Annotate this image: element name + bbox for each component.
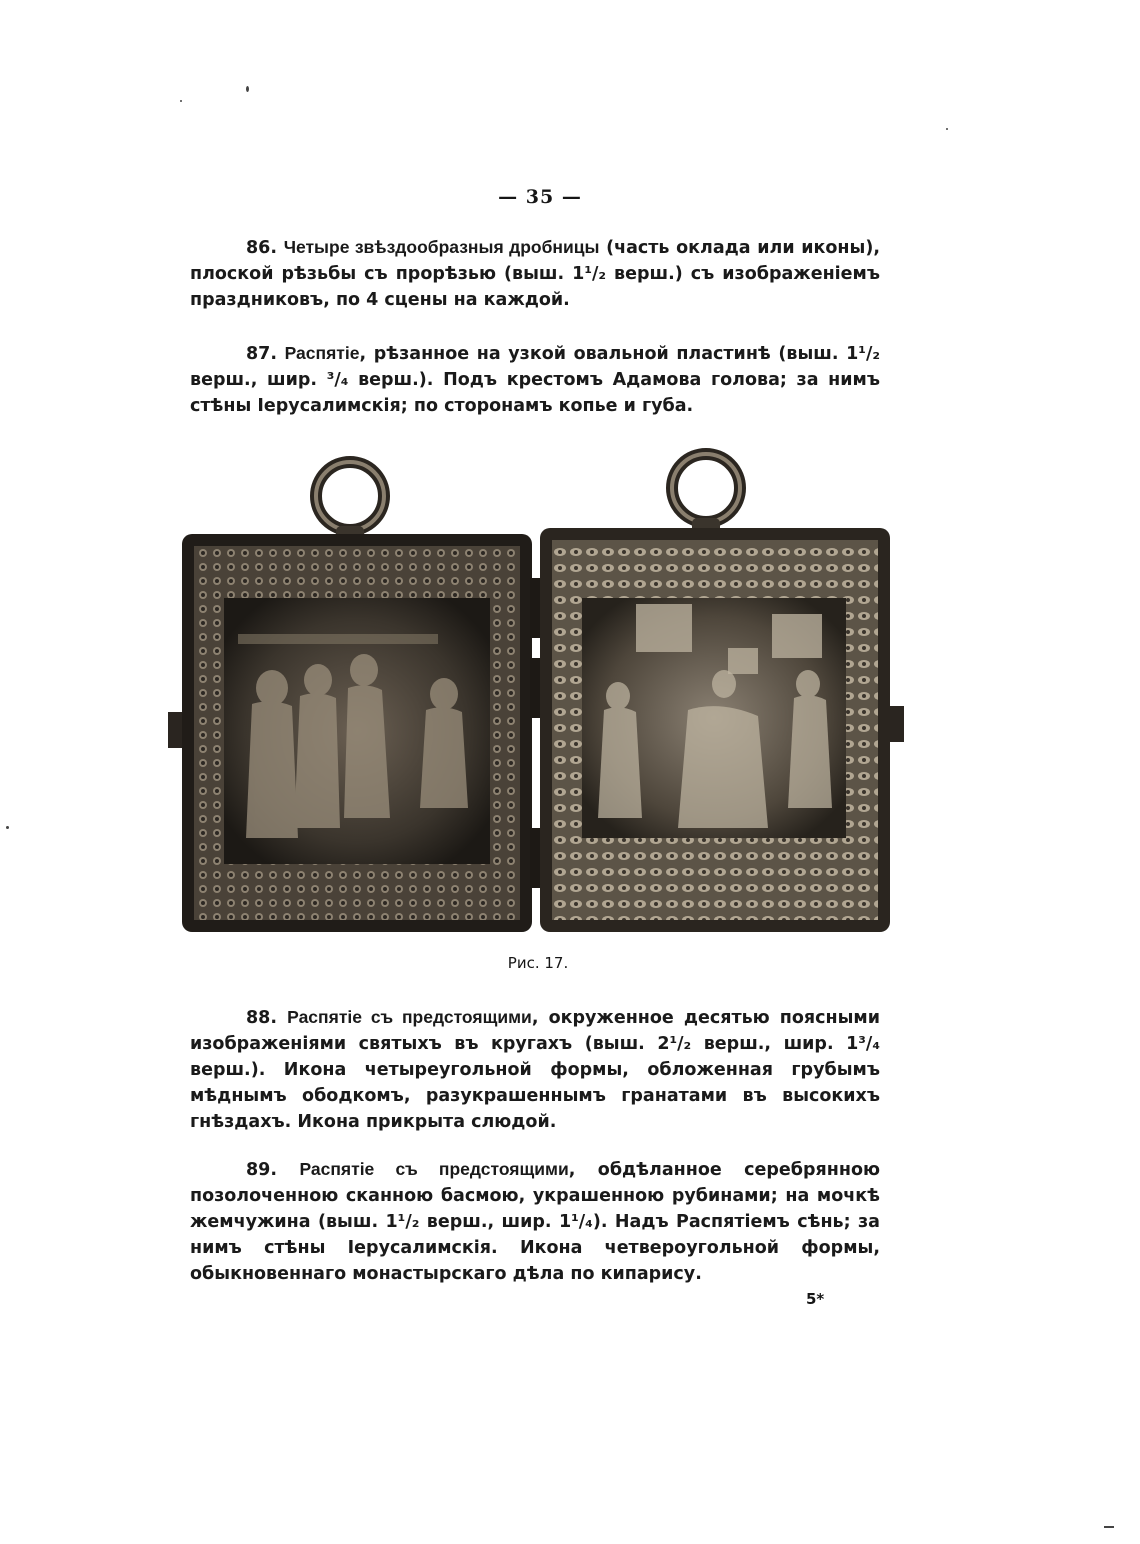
- ring-right-icon: [672, 454, 740, 538]
- figure-caption: Рис. 17.: [507, 954, 569, 972]
- left-panel: [182, 534, 532, 932]
- entry-number: 86.: [246, 238, 278, 258]
- scan-speck: [1104, 1526, 1114, 1528]
- ring-left-icon: [316, 462, 384, 546]
- entry-text: , рѣзанное на узкой овальной пластинѣ (выш. 1¹/₂ верш., шир. ³/₄ верш.). Подъ крестомъ Адамова голова; за нимъ стѣны Іерусалимскія; по сторонамъ копье и губа.: [190, 344, 881, 416]
- scan-speck: [246, 86, 249, 92]
- entry-text: , обдѣланное серебрянною позолоченною сканною басмою, украшенною рубинами; на мочкѣ жемчужина (выш. 1¹/₂ верш., шир. 1¹/₄). Надъ Распятіемъ сѣнь; за нимъ стѣны Іерусалимскія. Икона четвероугольной формы, обыкновеннаго монастырскаго дѣла по кипарису.: [190, 1160, 881, 1284]
- entry-title: Четыре звѣздообразныя дробницы: [283, 237, 600, 257]
- right-panel: [540, 528, 890, 932]
- entry-number: 87.: [246, 344, 278, 364]
- entry-title: Распятіе: [284, 343, 360, 363]
- entry-number: 89.: [246, 1160, 278, 1180]
- entry-number: 88.: [246, 1008, 278, 1028]
- entry-89: [190, 1156, 880, 1287]
- diptych-image: [168, 448, 906, 938]
- entry-87: [190, 340, 880, 419]
- diptych-photograph: [168, 448, 906, 938]
- entry-text: , окруженное десятью поясными изображеніями святыхъ въ кругахъ (выш. 2¹/₂ верш., шир. 1³/₄ верш.). Икона четыреугольной формы, обложенная грубымъ мѣднымъ ободкомъ, разукрашеннымъ гранатами въ высокихъ гнѣздахъ. Икона прикрыта слюдой.: [190, 1008, 881, 1132]
- scan-speck: [946, 128, 948, 130]
- entry-title: Распятіе съ предстоящими: [299, 1159, 569, 1179]
- entry-text: (часть оклада или иконы), плоской рѣзьбы съ прорѣзью (выш. 1¹/₂ верш.) съ изображеніемъ праздниковъ, по 4 сцены на каждой.: [190, 238, 880, 310]
- entry-88: [190, 1004, 880, 1135]
- entry-title: Распятіе съ предстоящими: [287, 1007, 532, 1027]
- scan-speck: [6, 826, 9, 829]
- scan-speck: [180, 100, 182, 102]
- entry-86: [190, 234, 880, 313]
- signature-mark: 5*: [806, 1290, 825, 1308]
- page-number: — 35 —: [498, 186, 582, 208]
